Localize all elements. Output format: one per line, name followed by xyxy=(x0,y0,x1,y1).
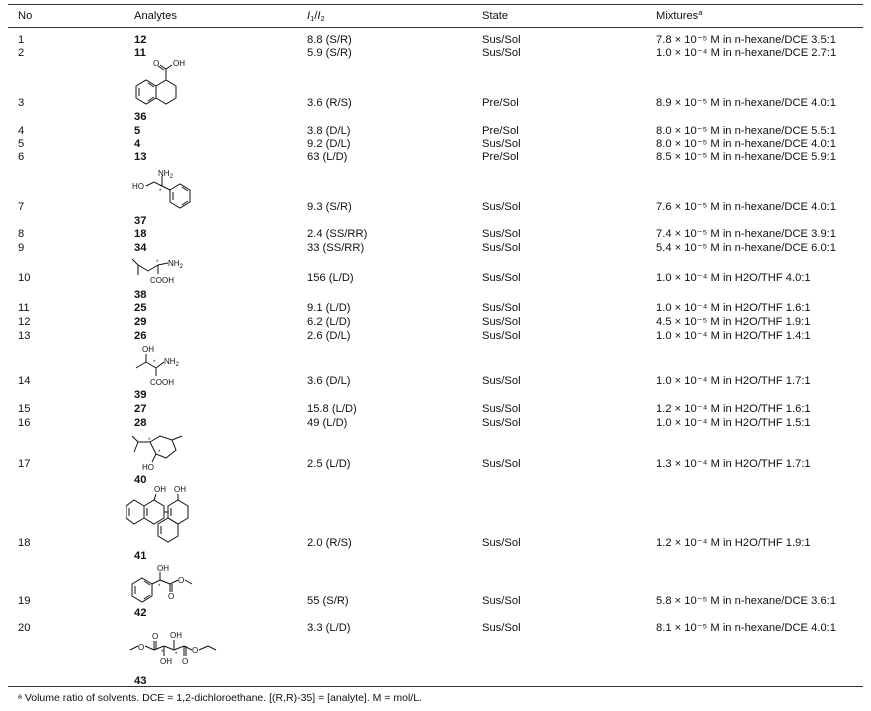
row-state: Sus/Sol xyxy=(482,458,521,470)
row-mixture: 8.1 × 10⁻⁵ M in n-hexane/DCE 4.0:1 xyxy=(656,622,837,634)
s39-oh: OH xyxy=(142,345,154,354)
s36-oh: OH xyxy=(173,59,185,68)
s37-ho: HO xyxy=(132,182,144,191)
row-ratio: 3.6 (R/S) xyxy=(307,97,352,109)
row-ratio: 3.8 (D/L) xyxy=(307,125,351,137)
row-analyte: 5 xyxy=(134,125,141,137)
row-state: Sus/Sol xyxy=(482,138,521,150)
row-state: Pre/Sol xyxy=(482,151,519,163)
row-ratio: 3.3 (L/D) xyxy=(307,622,351,634)
row-mixture: 8.0 × 10⁻⁵ M in n-hexane/DCE 5.5:1 xyxy=(656,125,837,137)
header-state: State xyxy=(482,10,509,22)
row-ratio: 2.6 (D/L) xyxy=(307,330,351,342)
row-no: 19 xyxy=(18,595,31,607)
row-mixture: 4.5 × 10⁻⁵ M in H2O/THF 1.9:1 xyxy=(656,316,811,328)
row-ratio: 5.9 (S/R) xyxy=(307,47,352,59)
row-mixture: 1.3 × 10⁻⁴ M in H2O/THF 1.7:1 xyxy=(656,458,811,470)
row-analyte: 42 xyxy=(134,607,147,619)
row-mixture: 1.0 × 10⁻⁴ M in n-hexane/DCE 2.7:1 xyxy=(656,47,837,59)
row-ratio: 8.8 (S/R) xyxy=(307,34,352,46)
row-analyte: 25 xyxy=(134,302,147,314)
row-ratio: 9.1 (L/D) xyxy=(307,302,351,314)
row-no: 9 xyxy=(18,242,25,254)
row-analyte: 36 xyxy=(134,111,147,123)
s36-o: O xyxy=(153,59,160,68)
row-analyte: 13 xyxy=(134,151,147,163)
row-no: 14 xyxy=(18,375,31,387)
structure-36 xyxy=(128,56,208,108)
row-state: Sus/Sol xyxy=(482,595,521,607)
row-analyte: 34 xyxy=(134,242,147,254)
row-no: 11 xyxy=(18,302,30,314)
row-state: Sus/Sol xyxy=(482,417,521,429)
row-mixture: 1.0 × 10⁻⁴ M in H2O/THF 1.5:1 xyxy=(656,417,811,429)
row-mixture: 7.4 × 10⁻⁵ M in n-hexane/DCE 3.9:1 xyxy=(656,228,837,240)
s42-oh: OH xyxy=(157,564,169,573)
row-mixture: 7.6 × 10⁻⁵ M in n-hexane/DCE 4.0:1 xyxy=(656,201,837,213)
row-mixture: 8.0 × 10⁻⁵ M in n-hexane/DCE 4.0:1 xyxy=(656,138,837,150)
row-no: 13 xyxy=(18,330,31,342)
s43-o3: O xyxy=(182,657,189,666)
row-analyte: 11 xyxy=(134,47,146,59)
row-analyte: 4 xyxy=(134,138,141,150)
row-ratio: 55 (S/R) xyxy=(307,595,349,607)
row-no: 8 xyxy=(18,228,25,240)
row-mixture: 1.0 × 10⁻⁴ M in H2O/THF 1.7:1 xyxy=(656,375,811,387)
row-state: Sus/Sol xyxy=(482,622,521,634)
row-analyte: 37 xyxy=(134,215,147,227)
s39-cooh: COOH xyxy=(150,378,174,387)
row-no: 7 xyxy=(18,201,25,213)
s37-star: * xyxy=(159,189,162,195)
s43-o1: O xyxy=(138,643,145,652)
row-state: Sus/Sol xyxy=(482,47,521,59)
structure-37 xyxy=(128,168,208,214)
row-analyte: 18 xyxy=(134,228,147,240)
s43-oh1: OH xyxy=(170,631,182,640)
row-no: 2 xyxy=(18,47,25,59)
row-mixture: 1.0 × 10⁻⁴ M in H2O/THF 1.6:1 xyxy=(656,302,811,314)
row-state: Sus/Sol xyxy=(482,330,521,342)
footnote: ᵃ Volume ratio of solvents. DCE = 1,2-dichloroethane. [(R,R)-35] = [analyte]. M = mol/L. xyxy=(18,692,422,704)
s39-star: * xyxy=(153,360,156,366)
row-mixture: 5.8 × 10⁻⁵ M in n-hexane/DCE 3.6:1 xyxy=(656,595,837,607)
row-no: 16 xyxy=(18,417,31,429)
s42-star: * xyxy=(158,584,161,590)
structure-38 xyxy=(128,255,208,289)
row-analyte: 40 xyxy=(134,474,147,486)
row-state: Sus/Sol xyxy=(482,201,521,213)
row-mixture: 1.2 × 10⁻⁴ M in H2O/THF 1.6:1 xyxy=(656,403,811,415)
s42-o1: O xyxy=(168,592,175,601)
s40-star-2: * xyxy=(158,450,161,456)
row-analyte: 26 xyxy=(134,330,147,342)
row-state: Sus/Sol xyxy=(482,228,521,240)
row-analyte: 27 xyxy=(134,403,147,415)
row-no: 6 xyxy=(18,151,25,163)
s42-o2: O xyxy=(178,576,185,585)
row-ratio: 2.0 (R/S) xyxy=(307,537,352,549)
s38-nh2: $NH_2$ xyxy=(168,259,183,270)
s43-o4: O xyxy=(192,646,199,655)
row-ratio: 49 (L/D) xyxy=(307,417,348,429)
row-state: Sus/Sol xyxy=(482,316,521,328)
structure-43 xyxy=(128,628,258,670)
row-no: 18 xyxy=(18,537,31,549)
row-no: 12 xyxy=(18,316,31,328)
s43-star-1: * xyxy=(161,650,164,656)
s38-star: * xyxy=(156,260,159,266)
row-ratio: 2.5 (L/D) xyxy=(307,458,351,470)
row-ratio: 3.6 (D/L) xyxy=(307,375,351,387)
row-no: 5 xyxy=(18,138,25,150)
row-mixture: 5.4 × 10⁻⁵ M in n-hexane/DCE 6.0:1 xyxy=(656,242,837,254)
row-analyte: 43 xyxy=(134,675,147,687)
row-analyte: 41 xyxy=(134,550,147,562)
row-analyte: 39 xyxy=(134,389,147,401)
row-state: Sus/Sol xyxy=(482,375,521,387)
structure-41 xyxy=(126,484,210,550)
s43-o2: O xyxy=(152,632,159,641)
structure-40 xyxy=(128,430,208,474)
row-state: Sus/Sol xyxy=(482,34,521,46)
row-mixture: 1.0 × 10⁻⁴ M in H2O/THF 4.0:1 xyxy=(656,272,811,284)
row-no: 1 xyxy=(18,34,25,46)
row-analyte: 12 xyxy=(134,34,147,46)
row-state: Pre/Sol xyxy=(482,97,519,109)
row-analyte: 29 xyxy=(134,316,147,328)
row-no: 20 xyxy=(18,622,31,634)
header-rule xyxy=(8,27,863,28)
header-analytes: Analytes xyxy=(134,10,177,22)
row-ratio: 33 (SS/RR) xyxy=(307,242,365,254)
row-mixture: 1.2 × 10⁻⁴ M in H2O/THF 1.9:1 xyxy=(656,537,811,549)
row-ratio: 9.3 (S/R) xyxy=(307,201,352,213)
s39-nh2: $NH_2$ xyxy=(164,357,179,368)
row-ratio: 6.2 (L/D) xyxy=(307,316,351,328)
row-ratio: 15.8 (L/D) xyxy=(307,403,357,415)
row-no: 3 xyxy=(18,97,25,109)
s43-star-2: * xyxy=(175,652,178,658)
s40-ho: HO xyxy=(142,463,154,472)
row-state: Sus/Sol xyxy=(482,403,521,415)
row-state: Pre/Sol xyxy=(482,125,519,137)
row-mixture: 1.0 × 10⁻⁴ M in H2O/THF 1.4:1 xyxy=(656,330,811,342)
header-no: No xyxy=(18,10,33,22)
s38-cooh: COOH xyxy=(150,276,174,285)
row-mixture: 7.8 × 10⁻⁵ M in n-hexane/DCE 3.5:1 xyxy=(656,34,837,46)
structure-42 xyxy=(128,562,208,608)
row-mixture: 8.5 × 10⁻⁵ M in n-hexane/DCE 5.9:1 xyxy=(656,151,837,163)
row-no: 10 xyxy=(18,272,31,284)
header-ratio: $I_1/I_2$ xyxy=(307,10,325,23)
top-rule xyxy=(8,4,863,5)
row-no: 15 xyxy=(18,403,31,415)
row-ratio: 156 (L/D) xyxy=(307,272,354,284)
s40-star-1: * xyxy=(148,438,151,444)
row-ratio: 2.4 (SS/RR) xyxy=(307,228,368,240)
row-no: 4 xyxy=(18,125,25,137)
row-analyte: 28 xyxy=(134,417,147,429)
row-analyte: 38 xyxy=(134,289,147,301)
row-ratio: 9.2 (D/L) xyxy=(307,138,351,150)
s41-oh2: OH xyxy=(174,485,186,494)
row-mixture: 8.9 × 10⁻⁵ M in n-hexane/DCE 4.0:1 xyxy=(656,97,837,109)
s41-oh1: OH xyxy=(154,485,166,494)
s37-nh2: $NH_2$ xyxy=(158,169,173,180)
structure-39 xyxy=(128,342,208,388)
row-state: Sus/Sol xyxy=(482,272,521,284)
row-state: Sus/Sol xyxy=(482,537,521,549)
row-state: Sus/Sol xyxy=(482,242,521,254)
header-mixtures: Mixtures$^a$ xyxy=(656,8,703,22)
s43-oh2: OH xyxy=(160,657,172,666)
row-state: Sus/Sol xyxy=(482,302,521,314)
row-no: 17 xyxy=(18,458,31,470)
row-ratio: 63 (L/D) xyxy=(307,151,348,163)
